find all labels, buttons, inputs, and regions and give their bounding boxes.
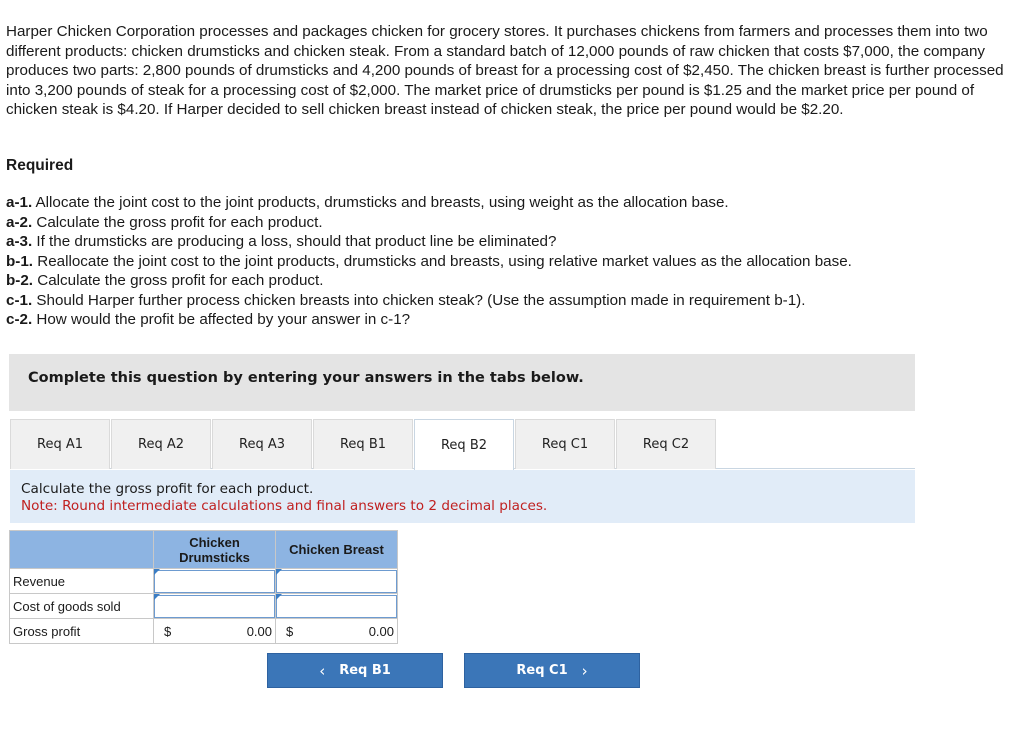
instructions-banner <box>9 354 915 411</box>
required-heading: Required <box>6 157 74 174</box>
next-req-c1-button[interactable] <box>464 653 640 688</box>
cogs-drumsticks-cell <box>154 594 276 619</box>
requirement-text: How would the profit be affected by your answer in c-1? <box>32 311 411 328</box>
currency-symbol: $ <box>164 624 172 639</box>
table-row <box>10 594 398 619</box>
input-marker-icon <box>154 569 160 575</box>
requirement-code: a-3. <box>6 233 33 250</box>
requirement-code: a-1. <box>6 194 33 211</box>
input-marker-icon <box>154 594 160 600</box>
cogs-breast-cell <box>276 594 398 619</box>
requirement-item <box>6 193 1006 213</box>
currency-symbol: $ <box>286 624 294 639</box>
rounding-note: Note: Round intermediate calculations and final answers to 2 decimal places. <box>21 498 548 514</box>
table-row <box>10 619 398 644</box>
revenue-breast-input[interactable] <box>276 570 397 593</box>
requirement-item <box>6 310 1006 330</box>
tab-req-c1[interactable]: Req C1 <box>515 419 615 469</box>
input-marker-icon <box>276 594 282 600</box>
gross-profit-drumsticks-value: 0.00 <box>246 624 272 639</box>
gross-profit-breast <box>276 619 398 644</box>
requirement-item <box>6 252 1006 272</box>
row-label-revenue: Revenue <box>10 569 154 594</box>
requirement-tabs <box>10 419 915 469</box>
tab-req-a3[interactable]: Req A3 <box>212 419 312 469</box>
requirement-item <box>6 271 1006 291</box>
requirement-code: c-1. <box>6 291 33 309</box>
requirement-code: b-1. <box>6 252 34 270</box>
requirement-item <box>6 213 1006 233</box>
chevron-left-icon: ‹ <box>319 661 326 680</box>
chevron-right-icon: › <box>581 661 588 680</box>
banner-text: Complete this question by entering your answers in the tabs below. <box>28 370 584 386</box>
requirement-code: c-2. <box>6 311 33 328</box>
row-label-gross-profit: Gross profit <box>10 619 154 644</box>
requirement-text: Calculate the gross profit for each product. <box>33 272 324 289</box>
revenue-breast-cell <box>276 569 398 594</box>
gross-profit-breast-value: 0.00 <box>368 624 394 639</box>
problem-statement: Harper Chicken Corporation processes and packages chicken for grocery stores. It purchases chickens from farmers and processes them into two different products: chicken drumsticks and chicken steak. From a standard batch of 12,000 pounds of raw chicken that costs $7,000, the company produces two parts: 2,800 pounds of drumsticks and 4,200 pounds of breast for a processing cost of $2,450. The chicken breast is further processed into 3,200 pounds of steak for a processing cost of $2,000. The market price of drumsticks per pound is $1.25 and the market price per pound of chicken steak is $4.20. If Harper decided to sell chicken breast instead of chicken steak, the price per pound would be $2.20. <box>6 23 1004 118</box>
requirements-list <box>6 193 1006 330</box>
table-header-row <box>10 531 398 569</box>
requirement-text: Allocate the joint cost to the joint products, drumsticks and breasts, using weight as the allocation base. <box>32 194 729 211</box>
cogs-drumsticks-input[interactable] <box>154 595 275 618</box>
requirement-text: Should Harper further process chicken breasts into chicken steak? (Use the assumption made in requirement b-1). <box>32 291 806 309</box>
input-marker-icon <box>276 569 282 575</box>
tab-req-c2[interactable]: Req C2 <box>616 419 716 469</box>
gross-profit-table <box>9 530 398 644</box>
question-instructions <box>10 470 915 523</box>
tab-req-b2[interactable]: Req B2 <box>414 419 514 470</box>
instruction-text: Calculate the gross profit for each product. <box>21 481 314 497</box>
revenue-drumsticks-input[interactable] <box>154 570 275 593</box>
header-blank <box>10 531 154 569</box>
tab-req-a1[interactable]: Req A1 <box>10 419 110 469</box>
table-row <box>10 569 398 594</box>
gross-profit-drumsticks <box>154 619 276 644</box>
cogs-breast-input[interactable] <box>276 595 397 618</box>
next-button-label: Req C1 <box>516 663 568 678</box>
requirement-text: If the drumsticks are producing a loss, should that product line be eliminated? <box>32 233 557 250</box>
prev-button-label: Req B1 <box>339 663 391 678</box>
requirement-item <box>6 291 1006 311</box>
requirement-code: b-2. <box>6 272 34 289</box>
header-chicken-drumsticks: Chicken Drumsticks <box>154 531 276 569</box>
tab-req-b1[interactable]: Req B1 <box>313 419 413 469</box>
tab-req-a2[interactable]: Req A2 <box>111 419 211 469</box>
prev-req-b1-button[interactable] <box>267 653 443 688</box>
requirement-code: a-2. <box>6 213 33 231</box>
header-chicken-breast: Chicken Breast <box>276 531 398 569</box>
row-label-cost-of-goods-sold: Cost of goods sold <box>10 594 154 619</box>
requirement-text: Calculate the gross profit for each product. <box>32 213 323 231</box>
revenue-drumsticks-cell <box>154 569 276 594</box>
requirement-item <box>6 232 1006 252</box>
requirement-text: Reallocate the joint cost to the joint products, drumsticks and breasts, using relative market values as the allocation base. <box>33 252 852 270</box>
